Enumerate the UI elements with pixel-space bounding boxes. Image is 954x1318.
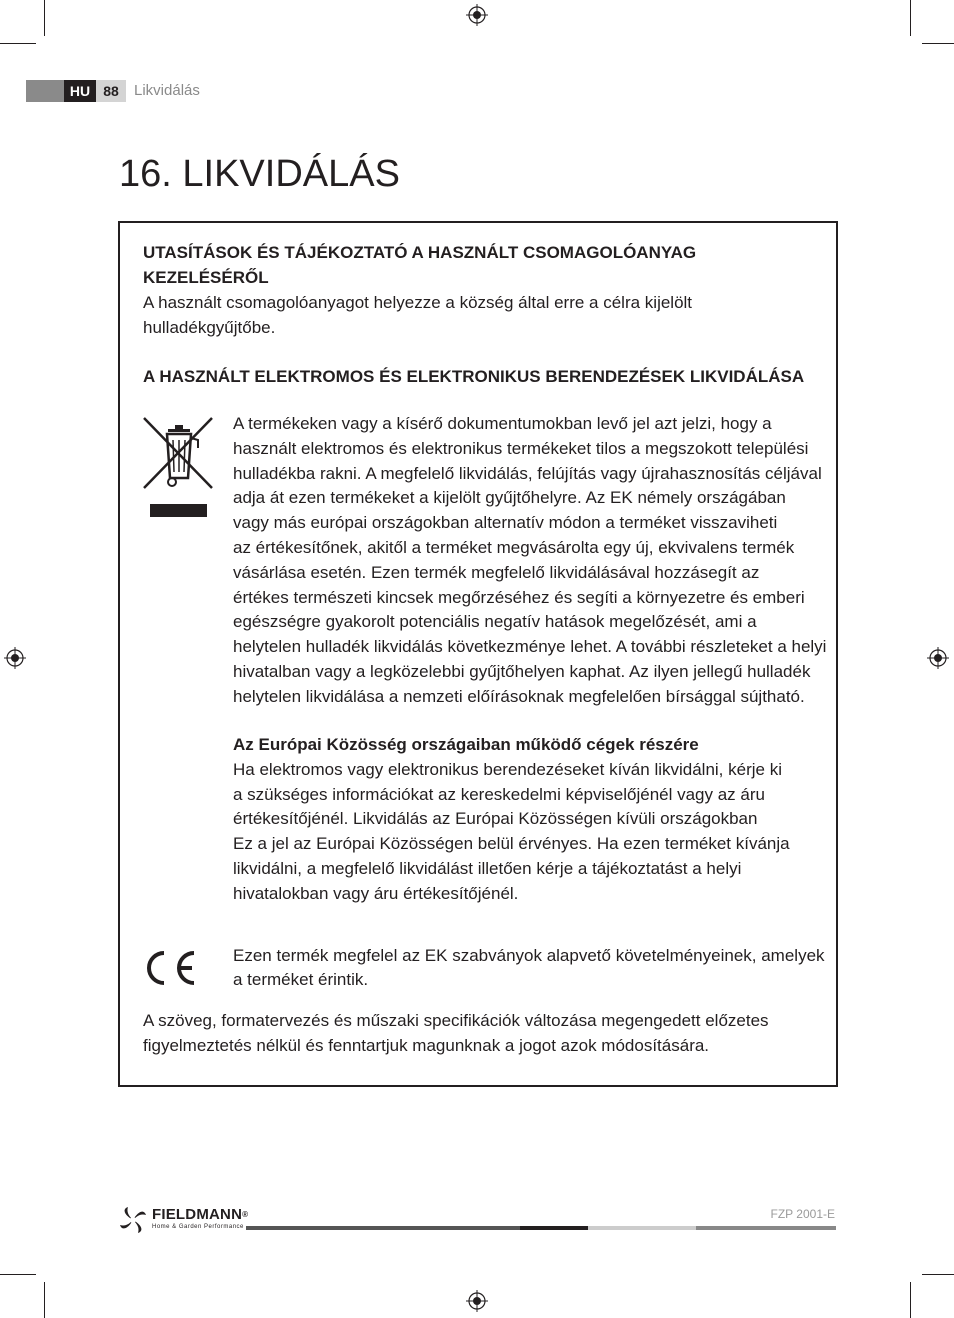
registration-mark-icon	[466, 4, 488, 26]
packaging-heading-line-2: KEZELÉSÉRŐL	[143, 268, 269, 287]
crop-mark	[910, 0, 911, 36]
packaging-heading-line-1: UTASÍTÁSOK ÉS TÁJÉKOZTATÓ A HASZNÁLT CSOMAGOLÓANYAG	[143, 243, 697, 262]
crop-mark	[910, 1282, 911, 1318]
header-tab-accent	[26, 80, 64, 102]
section-name: Likvidálás	[134, 82, 200, 99]
weee-text-line: helytelen hulladék likvidálás következménye lehet. A további részleteket a helyi	[233, 637, 827, 656]
weee-text-line: értékes természeti kincsek megőrzéséhez és segíti a környezetre és emberi	[233, 588, 805, 607]
weee-text-line: adja át ezen termékeket a kijelölt gyűjtőhelyre. Az EK némely országában	[233, 488, 786, 507]
brand-tagline: Home & Garden Performance	[152, 1224, 244, 1230]
language-code: HU	[64, 80, 96, 102]
eu-text-line: a szükséges információkat az kereskedelmi képviselőjénél vagy az áru	[233, 785, 765, 804]
weee-heading: A HASZNÁLT ELEKTROMOS ÉS ELEKTRONIKUS BERENDEZÉSEK LIKVIDÁLÁSA	[143, 367, 805, 386]
fieldmann-logo-icon	[118, 1205, 148, 1235]
eu-heading: Az Európai Közösség országaiban működő cégek részére	[233, 735, 699, 754]
ce-mark-icon	[142, 948, 198, 988]
page-title: 16. LIKVIDÁLÁS	[119, 153, 400, 195]
crossed-out-wheelie-bin-icon	[142, 416, 214, 518]
registration-mark-icon	[466, 1290, 488, 1312]
crop-mark	[922, 43, 954, 44]
eu-text-line: Ha elektromos vagy elektronikus berendezéseket kíván likvidálni, kérje ki	[233, 760, 782, 779]
weee-text-line: használt elektromos és elektronikus termékeket tilos a megszokott települési	[233, 439, 809, 458]
footer-line-segment	[520, 1226, 588, 1230]
page-number: 88	[96, 80, 126, 102]
weee-text-line: hulladékba rakni. A megfelelő likvidálás, felújítás vagy újrahasznosítás céljával	[233, 464, 822, 483]
ce-text-line: a terméket érintik.	[233, 970, 369, 989]
packaging-text-line: A használt csomagolóanyagot helyezze a község által erre a célra kijelölt	[143, 293, 693, 312]
weee-text-line: A termékeken vagy a kísérő dokumentumokban levő jel azt jelzi, hogy a	[233, 414, 772, 433]
weee-text-line: vásárlása esetén. Ezen termék megfelelő likvidálásával hozzásegít az	[233, 563, 760, 582]
weee-text-line: helytelen likvidálása a nemzeti előírásoknak megfelelően bírsággal sújtható.	[233, 687, 805, 706]
weee-text-line: vagy más európai országokban alternatív módon a terméket visszaviheti	[233, 513, 778, 532]
packaging-text-line: hulladékgyűjtőbe.	[143, 318, 276, 337]
registration-mark-icon	[927, 647, 949, 669]
footer-line-segment	[696, 1226, 836, 1230]
model-number: FZP 2001-E	[770, 1207, 835, 1221]
eu-text-line: értékesítőjénél. Likvidálás az Európai Közösségen kívüli országokban	[233, 809, 758, 828]
disclaimer-text-line: A szöveg, formatervezés és műszaki specifikációk változása megengedett előzetes	[143, 1011, 769, 1030]
eu-text-line: Ez a jel az Európai Közösségen belül érvényes. Ha ezen terméket kívánja	[233, 834, 790, 853]
weee-text-line: az értékesítőnek, akitől a terméket megvásárolta egy új, ekvivalens termék	[233, 538, 795, 557]
registration-mark-icon	[4, 647, 26, 669]
weee-text-line: egészségre gyakorolt potenciális negatív hatások megelőzését, ami a	[233, 612, 757, 631]
weee-text-line: hivatalban vagy a legközelebbi gyűjtőhelyen kaphat. Az ilyen jellegű hulladék	[233, 662, 811, 681]
footer-line-segment	[588, 1226, 696, 1230]
brand-name: FIELDMANN®	[152, 1206, 249, 1223]
crop-mark	[44, 1282, 45, 1318]
disclaimer-text-line: figyelmeztetés nélkül és fenntartjuk magunknak a jogot azok módosítására.	[143, 1036, 710, 1055]
crop-mark	[0, 1274, 36, 1275]
eu-text-line: hivatalokban vagy áru értékesítőjénél.	[233, 884, 519, 903]
crop-mark	[0, 43, 36, 44]
ce-text-line: Ezen termék megfelel az EK szabványok alapvető követelményeinek, amelyek	[233, 946, 825, 965]
footer-line-segment	[246, 1226, 520, 1230]
crop-mark	[44, 0, 45, 36]
crop-mark	[922, 1274, 954, 1275]
eu-text-line: likvidálni, a megfelelő likvidálást illetően kérje a tájékoztatást a helyi	[233, 859, 742, 878]
